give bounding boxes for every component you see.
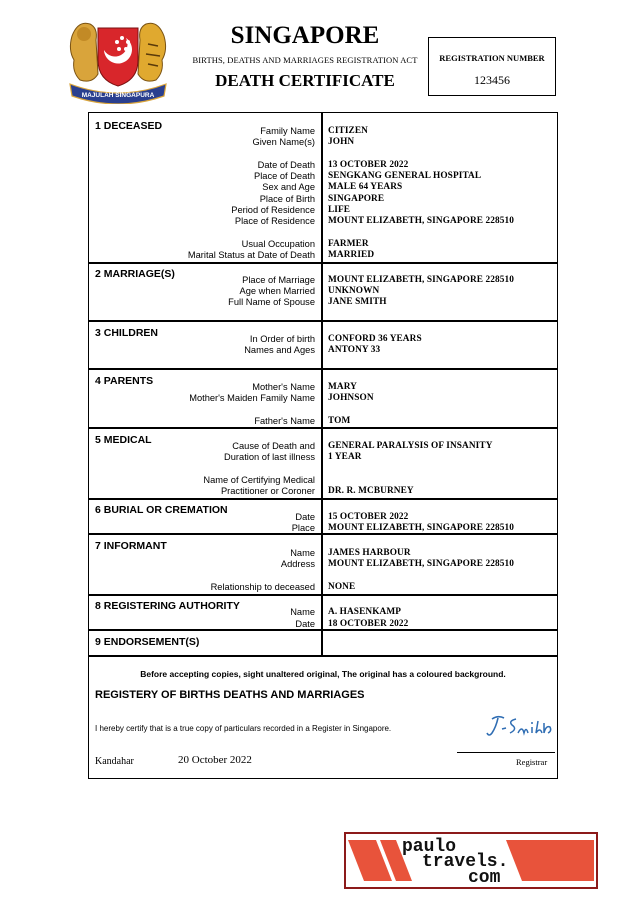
registration-box (428, 37, 556, 96)
certification-text: I hereby certify that is a true copy of particulars recorded in a Register in Singapore. (95, 724, 392, 733)
authenticity-note: Before accepting copies, sight unaltered original, The original has a coloured background. (140, 669, 506, 679)
certifier-value: DR. R. MCBURNEY (328, 486, 414, 496)
section-authority-title: 8 REGISTERING AUTHORITY (95, 600, 240, 612)
document-title: DEATH CERTIFICATE (215, 71, 395, 90)
mother-maiden-value: JOHNSON (328, 393, 374, 403)
coat-of-arms-icon (64, 14, 172, 104)
informant-name-label: Name (290, 548, 315, 558)
cause-of-death-value: GENERAL PARALYSIS OF INSANITY (328, 441, 493, 451)
date-of-death-value: 13 OCTOBER 2022 (328, 160, 409, 170)
section-marriage-title: 2 MARRIAGE(S) (95, 268, 175, 280)
sex-age-label: Sex and Age (262, 182, 315, 192)
given-names-label: Given Name(s) (252, 137, 315, 147)
father-name-label: Father's Name (254, 416, 315, 426)
burial-date-label: Date (295, 512, 315, 522)
issue-place: Kandahar (95, 756, 134, 767)
row-divider (88, 262, 558, 264)
authority-name-label: Name (290, 607, 315, 617)
country-title: SINGAPORE (230, 22, 380, 49)
section-children-title: 3 CHILDREN (95, 327, 159, 339)
burial-date-value: 15 OCTOBER 2022 (328, 512, 409, 522)
child-2-value: ANTONY 33 (328, 345, 381, 355)
period-residence-label: Period of Residence (231, 205, 315, 215)
mother-maiden-label: Mother's Maiden Family Name (189, 393, 315, 403)
logo-text-line3: com (468, 868, 501, 888)
logo-text-line1: paulo (402, 837, 457, 857)
section-endorsement-title: 9 ENDORSEMENT(S) (95, 636, 200, 648)
certifier-label-line2: Practitioner or Coroner (220, 486, 315, 496)
mother-name-label: Mother's Name (252, 382, 315, 392)
relationship-value: NONE (328, 582, 356, 592)
column-divider (321, 112, 323, 656)
illness-duration-value: 1 YEAR (328, 452, 362, 462)
issue-date: 20 October 2022 (178, 754, 252, 766)
child-1-value: CONFORD 36 YEARS (328, 334, 422, 344)
registry-title: REGISTERY OF BIRTHS DEATHS AND MARRIAGES (95, 689, 365, 701)
place-of-birth-label: Place of Birth (259, 194, 315, 204)
given-names-value: JOHN (328, 137, 355, 147)
place-residence-value: MOUNT ELIZABETH, SINGAPORE 228510 (328, 216, 514, 226)
sex-age-value: MALE 64 YEARS (328, 182, 403, 192)
children-order-label: In Order of birth (249, 334, 315, 344)
certifier-label-line1: Name of Certifying Medical (203, 475, 315, 485)
marriage-age-label: Age when Married (239, 286, 315, 296)
registrar-label: Registrar (516, 757, 548, 767)
date-of-death-label: Date of Death (257, 160, 315, 170)
row-divider (88, 320, 558, 322)
occupation-label: Usual Occupation (241, 239, 315, 249)
act-subtitle: BIRTHS, DEATHS AND MARRIAGES REGISTRATION ACT (192, 55, 418, 65)
period-residence-value: LIFE (328, 205, 351, 215)
place-residence-label: Place of Residence (234, 216, 315, 226)
mother-name-value: MARY (328, 382, 357, 392)
family-name-label: Family Name (260, 126, 315, 136)
row-divider (88, 594, 558, 596)
section-burial-title: 6 BURIAL OR CREMATION (95, 504, 228, 516)
place-of-birth-value: SINGAPORE (328, 194, 385, 204)
logo-text-line2: travels. (422, 852, 509, 872)
authority-date-value: 18 OCTOBER 2022 (328, 619, 409, 629)
informant-name-value: JAMES HARBOUR (328, 548, 411, 558)
spouse-label: Full Name of Spouse (228, 297, 315, 307)
occupation-value: FARMER (328, 239, 369, 249)
signature-line (457, 752, 555, 753)
authority-name-value: A. HASENKAMP (328, 607, 401, 617)
illness-duration-label: Duration of last illness (224, 452, 315, 462)
relationship-label: Relationship to deceased (210, 582, 315, 592)
marital-status-label: Marital Status at Date of Death (187, 250, 315, 260)
row-divider (88, 655, 558, 657)
burial-place-value: MOUNT ELIZABETH, SINGAPORE 228510 (328, 523, 514, 533)
registration-number: 123456 (474, 73, 510, 87)
section-parents-title: 4 PARENTS (95, 375, 154, 387)
paulo-travels-logo (344, 832, 598, 889)
spouse-value: JANE SMITH (328, 297, 387, 307)
cause-of-death-label: Cause of Death and (232, 441, 315, 451)
family-name-value: CITIZEN (328, 126, 368, 136)
marriage-place-value: MOUNT ELIZABETH, SINGAPORE 228510 (328, 275, 514, 285)
registration-label: REGISTRATION NUMBER (439, 53, 545, 63)
father-name-value: TOM (328, 416, 351, 426)
authority-date-label: Date (295, 619, 315, 629)
section-deceased-title: 1 DECEASED (95, 120, 163, 132)
marriage-place-label: Place of Marriage (242, 275, 315, 285)
burial-place-label: Place (291, 523, 315, 533)
section-medical-title: 5 MEDICAL (95, 434, 152, 446)
place-of-death-value: SENGKANG GENERAL HOSPITAL (328, 171, 482, 181)
registrar-signature (486, 713, 556, 739)
informant-address-value: MOUNT ELIZABETH, SINGAPORE 228510 (328, 559, 514, 569)
place-of-death-label: Place of Death (254, 171, 315, 181)
row-divider (88, 498, 558, 500)
marital-status-value: MARRIED (328, 250, 375, 260)
children-names-label: Names and Ages (244, 345, 315, 355)
row-divider (88, 427, 558, 429)
marriage-age-value: UNKNOWN (328, 286, 380, 296)
section-informant-title: 7 INFORMANT (95, 540, 167, 552)
row-divider (88, 368, 558, 370)
informant-address-label: Address (280, 559, 315, 569)
crest-motto: MAJULAH SINGAPURA (81, 92, 155, 99)
